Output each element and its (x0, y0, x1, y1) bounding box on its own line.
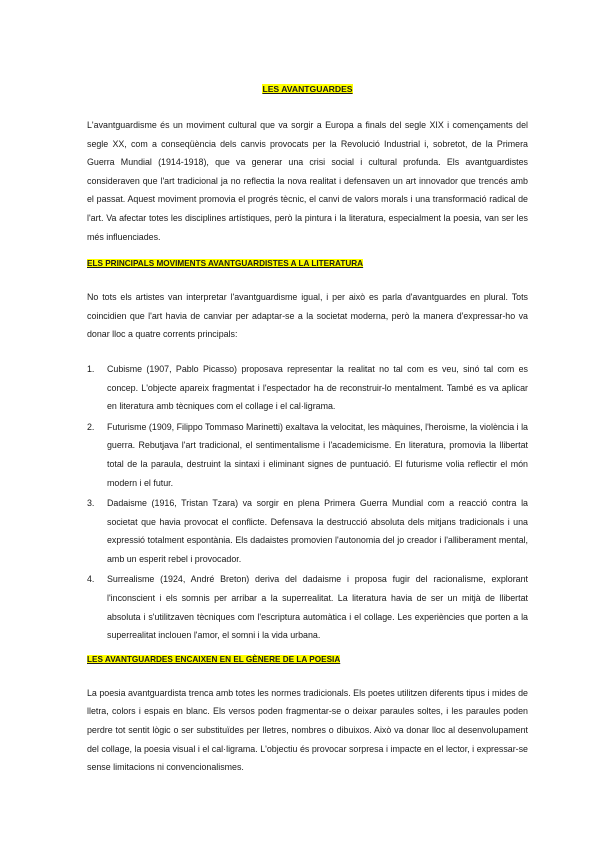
poetry-paragraph: La poesia avantguardista trenca amb totes les normes tradicionals. Els poetes utilitzen diferents tipus i mides de lletra, colors i espais en blanc. Els versos poden fragmentar-se o deixar paraules soltes, i les paraules poden perdre tot sentit lògic o ser substituïdes per lletres, nombres o dibuixos. Això va donar lloc al desenvolupament del collage, la poesia visual i el cal·ligrama. L'objectiu és provocar sorpresa i impacte en el lector, i expressar-se sense limitacions ni convencionalismes. (87, 687, 528, 773)
list-item-text: Dadaisme (1916, Tristan Tzara) va sorgir en plena Primera Guerra Mundial com a reacció contra la societat que havia provocat el conflicte. Defensava la destrucció absoluta dels mitjans tradicionals i una expressió totalment espontània. Els dadaistes promovien l'autonomia del jo creador i l'alliberament mental, amb un esperit rebel i provocador. (107, 498, 528, 564)
section-heading-movements (87, 259, 528, 268)
list-item (87, 494, 528, 568)
intro-paragraph: L'avantguardisme és un moviment cultural que va sorgir a Europa a finals del segle XIX i començaments del segle XX, com a conseqüència dels canvis provocats per la Revolució Industrial i, sobretot, de la Primera Guerra Mundial (1914-1918), que va generar una crisi social i cultural profunda. Els avantguardistes consideraven que l'art tradicional ja no reflectia la nova realitat i defensaven un art innovador que trencés amb el passat. Aquest moviment promovia el progrés tècnic, el canvi de valors morals i una transformació radical de l'art. Va afectar totes les disciplines artístiques, però la pintura i la literatura, especialment la poesia, van ser les més influenciades. (87, 120, 528, 242)
title-highlight: LES AVANTGUARDES (262, 84, 353, 94)
document-page (87, 84, 528, 777)
list-item (87, 418, 528, 492)
list-item-text: Surrealisme (1924, André Breton) deriva del dadaisme i proposa fugir del racionalisme, explorant l'inconscient i els somnis per arribar a la superrealitat. La literatura havia de ser un mitjà de llibertat absoluta i s'utilitzaven tècniques com l'escriptura automàtica i el collage. Les experiències que porten a la superrealitat inclouen l'amor, el somni i la vida urbana. (107, 574, 528, 641)
list-item (87, 570, 528, 644)
list-item-number: 1. (87, 363, 95, 374)
list-item (87, 360, 528, 416)
movements-list (87, 360, 528, 645)
document-title (87, 84, 528, 94)
movements-intro-paragraph: No tots els artistes van interpretar l'avantguardisme igual, i per això es parla d'avantguardes en plural. Tots coincidien que l'art havia de canviar per adaptar-se a la societat moderna, però la manera d'expressar-ho va donar lloc a quatre corrents principals: (87, 292, 528, 340)
section-heading-movements-text: ELS PRINCIPALS MOVIMENTS AVANTGUARDISTES A LA LITERATURA (87, 259, 364, 269)
list-item-text: Cubisme (1907, Pablo Picasso) proposava representar la realitat no tal com es veu, sinó tal com es concep. L'objecte apareix fragmentat i l'espectador ha de reconstruir-lo mentalment. També es va aplicar en literatura amb tècniques com el collage i el cal·ligrama. (107, 363, 528, 412)
section-heading-poetry-text: LES AVANTGUARDES ENCAIXEN EN EL GÈNERE DE LA POESIA (87, 654, 341, 664)
list-item-number: 4. (87, 574, 95, 585)
section-heading-poetry (87, 655, 528, 664)
list-item-number: 2. (87, 421, 95, 432)
list-item-number: 3. (87, 498, 95, 509)
list-item-text: Futurisme (1909, Filippo Tommaso Marinetti) exaltava la velocitat, les màquines, l'heroisme, la violència i la guerra. Rebutjava l'art tradicional, el sentimentalisme i l'academicisme. En literatura, promovia la llibertat total de la paraula, destruint la sintaxi i eliminant signes de puntuació. El futurisme volia reflectir el món modern i el futur. (107, 421, 528, 488)
